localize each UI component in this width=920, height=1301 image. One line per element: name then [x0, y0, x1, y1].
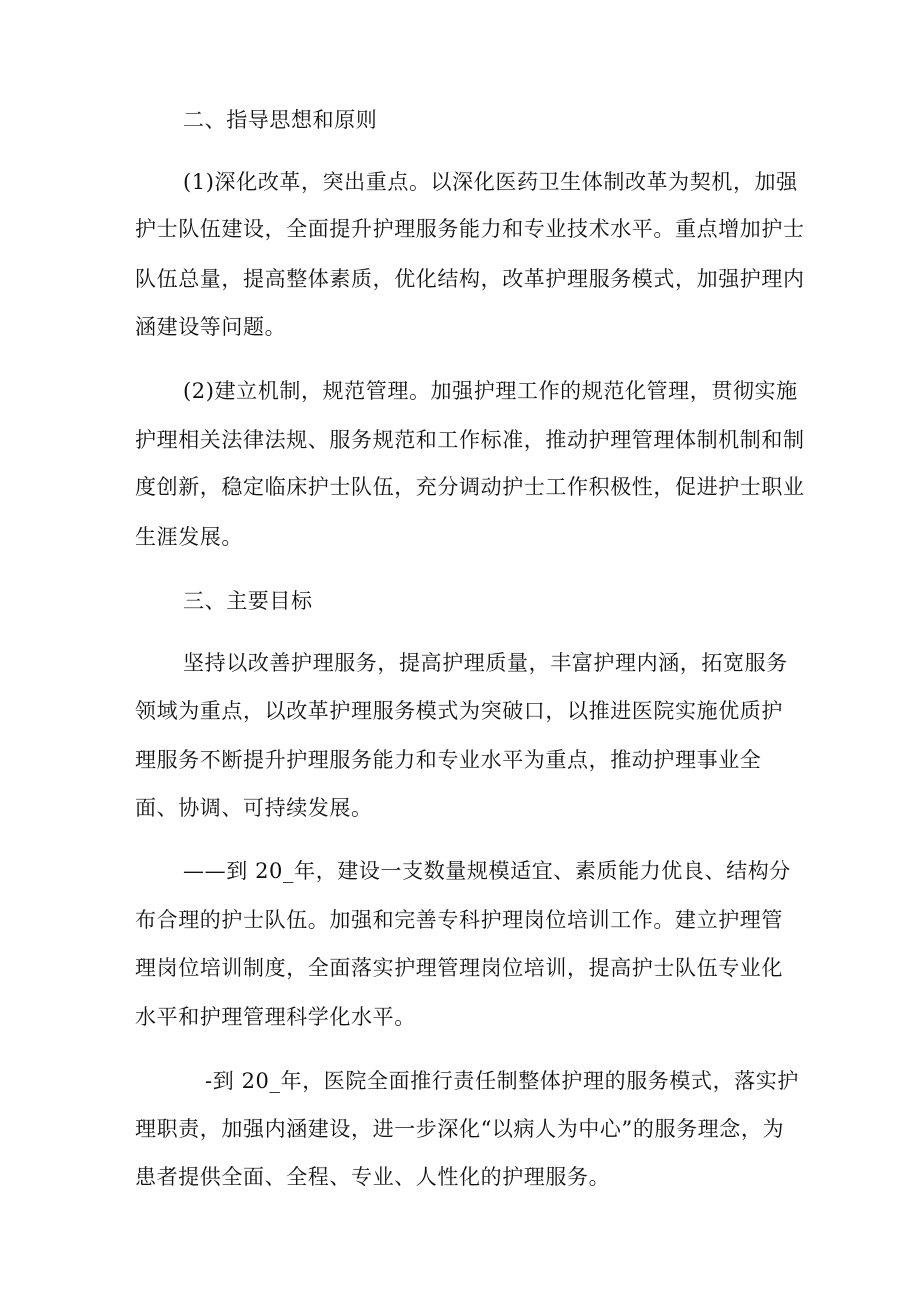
paragraph-line: (1)深化改革，突出重点。以深化医药卫生体制改革为契机，加强: [183, 170, 798, 194]
paragraph-line: 队伍总量，提高整体素质，优化结构，改革护理服务模式，加强护理内: [135, 267, 805, 291]
paragraph-line: 生涯发展。: [135, 525, 243, 549]
paragraph-line: 坚持以改善护理服务，提高护理质量，丰富护理内涵，拓宽服务: [183, 651, 788, 675]
paragraph-line: (2)建立机制，规范管理。加强护理工作的规范化管理，贯彻实施: [183, 379, 798, 403]
paragraph-line: 护士队伍建设，全面提升护理服务能力和专业技术水平。重点增加护士: [135, 217, 805, 241]
paragraph-line: 度创新，稳定临床护士队伍，充分调动护士工作积极性，促进护士职业: [135, 475, 805, 499]
paragraph-line: 理岗位培训制度，全面落实护理管理岗位培训，提高护士队伍专业化: [135, 956, 783, 980]
paragraph-line: 涵建设等问题。: [135, 315, 287, 339]
paragraph-line: -到 20_年，医院全面推行责任制整体护理的服务模式，落实护: [205, 1069, 799, 1093]
paragraph-line: 护理相关法律法规、服务规范和工作标准，推动护理管理体制机制和制: [135, 428, 805, 452]
paragraph-line: 领域为重点，以改革护理服务模式为突破口，以推进医院实施优质护: [135, 699, 783, 723]
paragraph-line: 理职责，加强内涵建设，进一步深化“以病人为中心”的服务理念，为: [135, 1117, 785, 1141]
paragraph-line: 布合理的护士队伍。加强和完善专科护理岗位培训工作。建立护理管: [135, 908, 783, 932]
section-heading: 二、指导思想和原则: [183, 108, 378, 132]
paragraph-line: 面、协调、可持续发展。: [135, 796, 373, 820]
paragraph-line: 患者提供全面、全程、专业、人性化的护理服务。: [135, 1165, 611, 1189]
paragraph-line: 水平和护理管理科学化水平。: [135, 1005, 416, 1029]
paragraph-line: 理服务不断提升护理服务能力和专业水平为重点，推动护理事业全: [135, 748, 762, 772]
paragraph-line: ——到 20_年，建设一支数量规模适宜、素质能力优良、结构分: [183, 859, 791, 883]
section-heading: 三、主要目标: [183, 589, 313, 613]
